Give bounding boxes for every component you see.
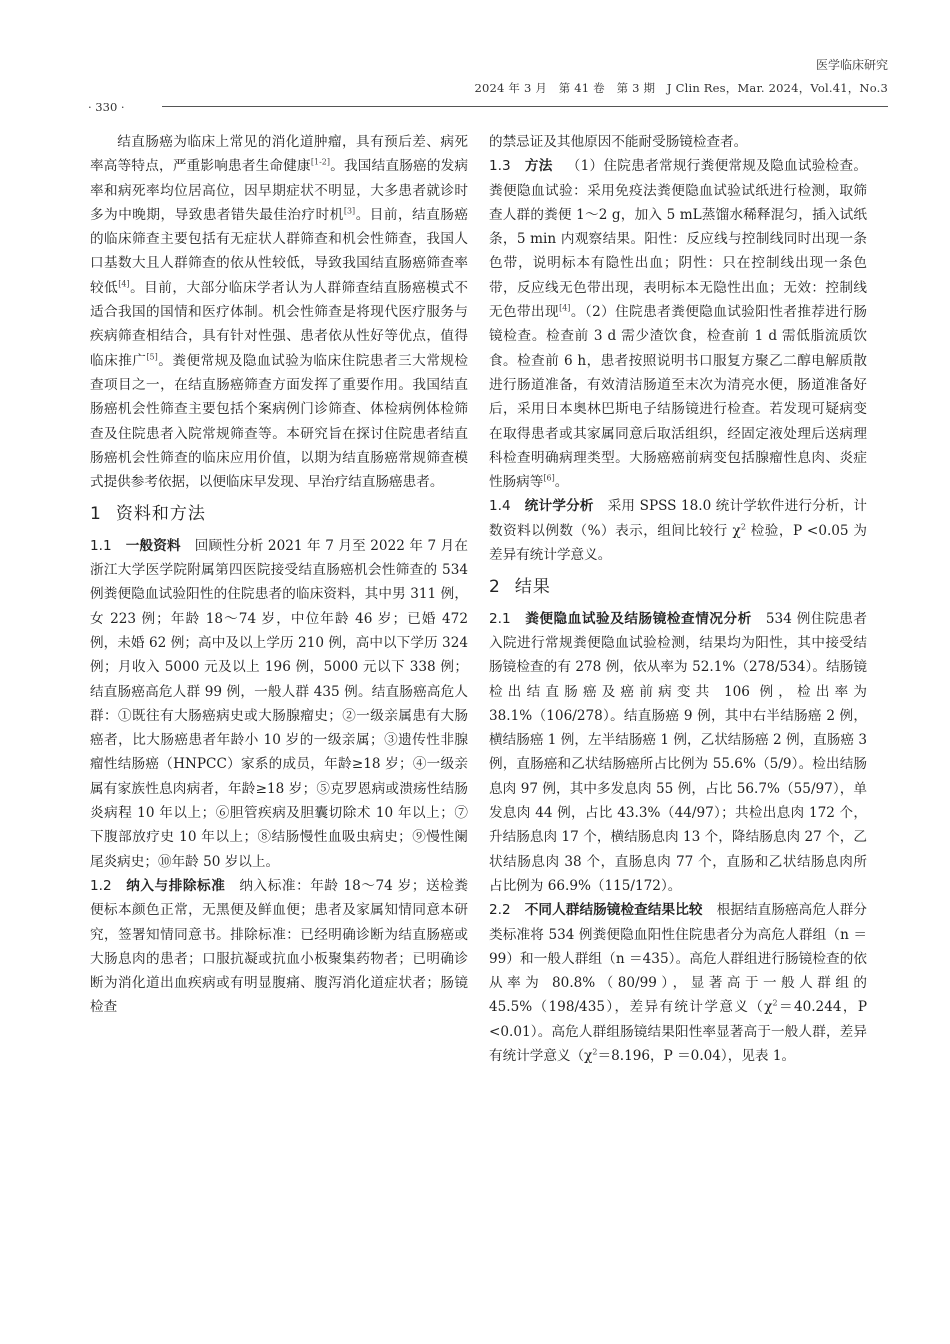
intro-paragraph: 结直肠癌为临床上常见的消化道肿瘤，具有预后差、病死率高等特点，严重影响患者生命健康[1-2]。我国结直肠癌的发病率和病死率均位居高位，因早期症状不明显，大多患者就诊时多为中晚期，导致患者错失最佳治疗时机[3]。目前，结直肠癌的临床筛查主要包括有无症状人群筛查和机会性筛查，我国人口基数大且人群筛查的依从性较低，导致我国结直肠癌筛查率较低[4]。目前，大部分临床学者认为人群筛查结直肠癌模式不适合我国的国情和医疗体制。机会性筛查是将现代医疗服务与疾病筛查相结合，具有针对性强、患者依从性好等优点，值得临床推广[5]。粪便常规及隐血试验为临床住院患者三大常规检查项目之一，在结直肠癌筛查方面发挥了重要作用。我国结直肠癌机会性筛查主要包括个案病例门诊筛查、体检病例体检筛查及住院患者入院常规筛查等。本研究旨在探讨住院患者结直肠癌机会性筛查的临床应用价值，以期为结直肠癌常规筛查模式提供参考依据，以便临床早发现、早治疗结直肠癌患者。 (90, 134, 469, 491)
page-number: · 330 · (88, 100, 125, 114)
left-column (90, 130, 468, 1020)
section-2-2: 2.2 不同人群结肠镜检查结果比较 根据结直肠癌高危人群分类标准将 534 例粪便隐血阳性住院患者分为高危人群组（n ＝99）和一般人群组（n ＝435）。高危人群组进行肠镜检查的依从率为 80.8%（80/99），显著高于一般人群组的 45.5%（198/435），差异有统计学意义（$\chi^2=40.244$，P <0.01）。高危人群组肠镜结果阳性率显著高于一般人群，差异有统计学意义（$\chi^2=8.196$，P ＝0.04），见表 1。 (489, 902, 868, 1064)
subsection-title: 一般资料 (125, 537, 181, 554)
section-1-4: 1.4 统计学分析 采用 SPSS 18.0 统计学软件进行分析，计数资料以例数（%）表示，组间比较行 $\chi^2$ 检验，P <0.05 为差异有统计学意义。 (489, 498, 867, 564)
section-2-1: 2.1 粪便隐血试验及结肠镜检查情况分析 534 例住院患者入院进行常规粪便隐血试验检测，结果均为阳性，其中接受结肠镜检查的有 278 例，依从率为 52.1%（278/534）。结肠镜检出结直肠癌及癌前病变共 106 例，检出率为 38.1%（106/278）。结直肠癌 9 例，其中右半结肠癌 2 例，横结肠癌 1 例，左半结肠癌 1 例，乙状结肠癌 2 例，直肠癌 3 例，直肠癌和乙状结肠癌所占比例为 55.6%（5/9）。检出结肠息肉 97 例，其中多发息肉 55 例，占比 56.7%（55/97），单发息肉 44 例，占比 43.3%（44/97）；共检出息肉 172 个，升结肠息肉 17 个，横结肠息肉 13 个，降结肠息肉 27 个，乙状结肠息肉 38 个，直肠息肉 77 个，直肠和乙状结肠息肉所占比例为 66.9%（115/172）。 (489, 610, 867, 894)
citation: [1-2] (310, 157, 330, 167)
subsection-title: 不同人群结肠镜检查结果比较 (524, 902, 703, 919)
citation: [4] (559, 303, 571, 313)
section-1-3: 1.3 方法 （1）住院患者常规行粪便常规及隐血试验检查。粪便隐血试验：采用免疫法粪便隐血试验试纸进行检测，取筛查人群的粪便 1～2 g，加入 5 mL蒸馏水稀释混匀，插入试纸条，5 min 内观察结果。阳性：反应线与控制线同时出现一条色带，说明标本有隐性出血；阴性：只在控制线出现一条色带，反应线无色带出现，表明标本无隐性出血；无效：控制线无色带出现[4]。（2）住院患者粪便隐血试验阳性者推荐进行肠镜检查。检查前 3 d 需少渣饮食，检查前 1 d 需低脂流质饮食。检查前 6 h，患者按照说明书口服复方聚乙二醇电解质散进行肠道准备，有效清洁肠道至末次为清亮水便，肠道准备好后，采用日本奥林巴斯电子结肠镜进行检查。若发现可疑病变在取得患者或其家属同意后取活组织，经固定液处理后送病理科检查明确病理类型。大肠癌癌前病变包括腺瘤性息肉、炎症性肠病等[6]。 (489, 158, 867, 491)
section-heading-2: 2 结果 (489, 577, 551, 598)
right-column (489, 130, 867, 1068)
citation: [5] (146, 352, 158, 362)
section-1-2: 1.2 纳入与排除标准 纳入标准：年龄 18～74 岁；送检粪便标本颜色正常，无黑便及鲜血便；患者及家属知情同意本研究，签署知情同意书。排除标准：已经明确诊断为结直肠癌或大肠息肉的患者；口服抗凝或抗血小板聚集药物者；已明确诊断为消化道出血疾病或有明显腹痛、腹泻消化道症状者；肠镜检查 (90, 877, 468, 1016)
citation: [4] (118, 279, 130, 289)
running-header (0, 0, 950, 115)
subsection-title: 粪便隐血试验及结肠镜检查情况分析 (524, 610, 752, 627)
issue-line: 2024 年 3 月 第 41 卷 第 3 期 J Clin Res，Mar. 2024，Vol.41，No.3 (474, 81, 888, 95)
continued-text: 的禁忌证及其他原因不能耐受肠镜检查者。 (489, 134, 748, 150)
citation: [6] (543, 473, 555, 483)
subsection-title: 统计学分析 (524, 498, 594, 515)
citation: [3] (343, 206, 356, 216)
journal-name: 医学临床研究 (815, 58, 888, 72)
section-1-1: 1.1 一般资料 回顾性分析 2021 年 7 月至 2022 年 7 月在浙江大学医学院附属第四医院接受结直肠癌机会性筛查的 534 例粪便隐血试验阳性的住院患者的临床资料，其中男 311 例，女 223 例；年龄 18～74 岁，中位年龄 46 岁；已婚 472 例，未婚 62 例；高中及以上学历 210 例，高中以下学历 324 例；月收入 5000 元及以上 196 例，5000 元以下 338 例；结直肠癌高危人群 99 例，一般人群 435 例。结直肠癌高危人群：①既往有大肠癌病史或大肠腺瘤史；②一级亲属患有大肠癌者，比大肠癌患者年龄小 10 岁的一级亲属；③遗传性非腺瘤性结肠癌（HNPCC）家系的成员，年龄≥18 岁；④一级亲属有家族性息肉病者，年龄≥18 岁；⑤克罗恩病或溃疡性结肠炎病程 10 年以上；⑥胆管疾病及胆囊切除术 10 年以上；⑦下腹部放疗史 10 年以上；⑧结肠慢性血吸虫病史；⑨慢性阑尾炎病史；⑩年龄 50 岁以上。 (90, 537, 469, 870)
subsection-title: 方法 (524, 158, 553, 175)
subsection-title: 纳入与排除标准 (125, 877, 226, 894)
section-heading-1: 1 资料和方法 (90, 504, 206, 525)
header-rule (162, 106, 888, 107)
